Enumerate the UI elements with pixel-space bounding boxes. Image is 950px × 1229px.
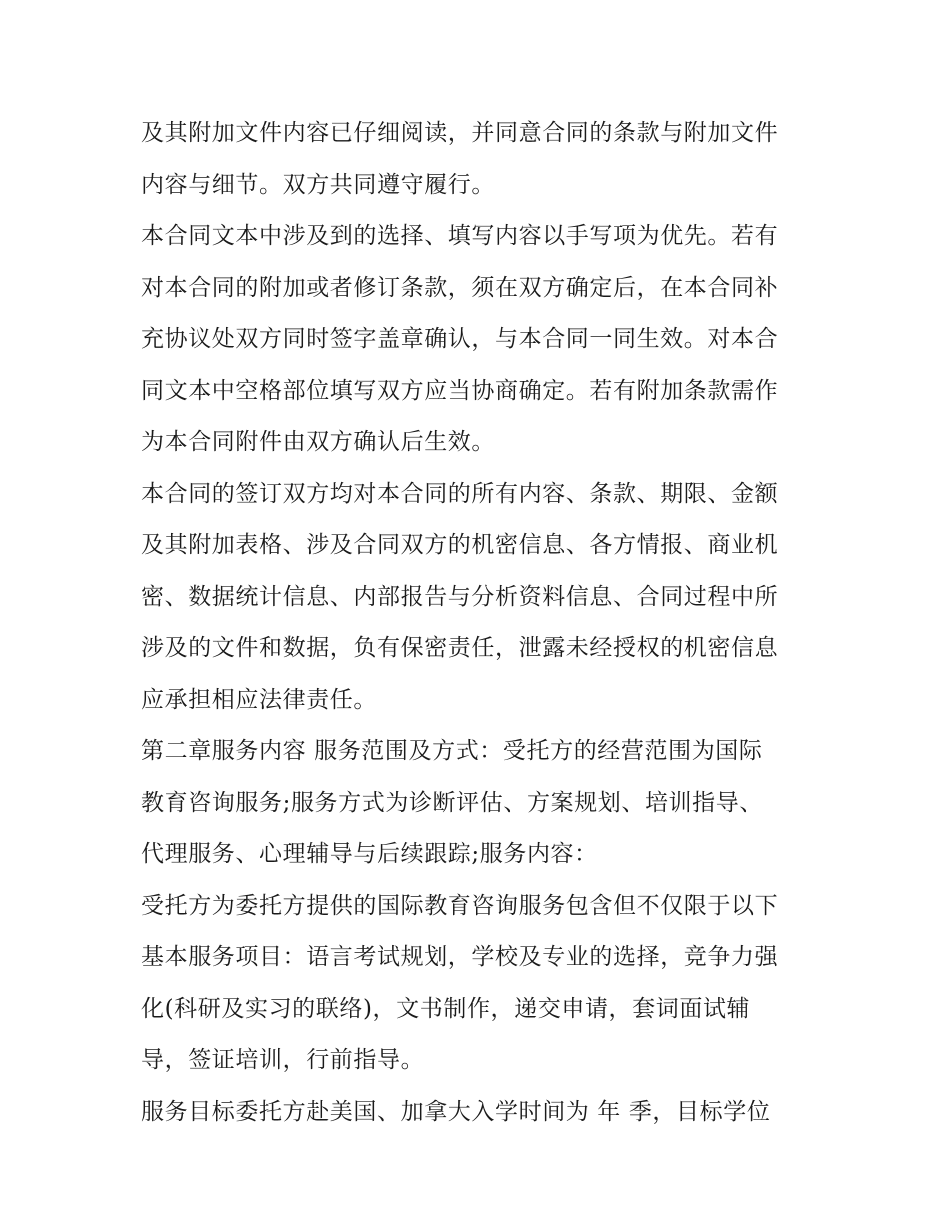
body-text	[141, 108, 821, 1138]
text-line: 服务目标委托方赴美国、加拿大入学时间为 年 季，目标学位	[141, 1098, 771, 1125]
text-line: 第二章服务内容 服务范围及方式：受托方的经营范围为国际	[141, 738, 763, 764]
text-line: 化(科研及实习的联络)，文书制作，递交申请，套词面试辅	[141, 995, 751, 1022]
text-line: 密、数据统计信息、内部报告与分析资料信息、合同过程中所	[141, 583, 779, 610]
text-line: 及其附加文件内容已仔细阅读，并同意合同的条款与附加文件	[141, 120, 779, 146]
text-line: 为本合同附件由双方确认后生效。	[141, 429, 495, 455]
text-line: 涉及的文件和数据，负有保密责任，泄露未经授权的机密信息	[141, 635, 779, 661]
text-line: 对本合同的附加或者修订条款，须在双方确定后，在本合同补	[141, 274, 779, 301]
text-line: 及其附加表格、涉及合同双方的机密信息、各方情报、商业机	[141, 532, 779, 558]
text-line: 本合同的签订双方均对本合同的所有内容、条款、期限、金额	[141, 480, 779, 507]
text-line: 内容与细节。双方共同遵守履行。	[141, 171, 495, 198]
text-line: 教育咨询服务;服务方式为诊断评估、方案规划、培训指导、	[141, 789, 763, 816]
text-line: 基本服务项目：语言考试规划，学校及专业的选择，竞争力强	[141, 944, 779, 970]
text-line: 代理服务、心理辅导与后续跟踪;服务内容：	[141, 841, 598, 867]
text-line: 同文本中空格部位填写双方应当协商确定。若有附加条款需作	[141, 377, 779, 404]
text-line: 本合同文本中涉及到的选择、填写内容以手写项为优先。若有	[141, 223, 779, 249]
text-line: 充协议处双方同时签字盖章确认，与本合同一同生效。对本合	[141, 326, 779, 352]
text-line: 应承担相应法律责任。	[141, 686, 377, 713]
text-line: 受托方为委托方提供的国际教育咨询服务包含但不仅限于以下	[141, 892, 779, 919]
text-line: 导，签证培训，行前指导。	[141, 1047, 425, 1073]
